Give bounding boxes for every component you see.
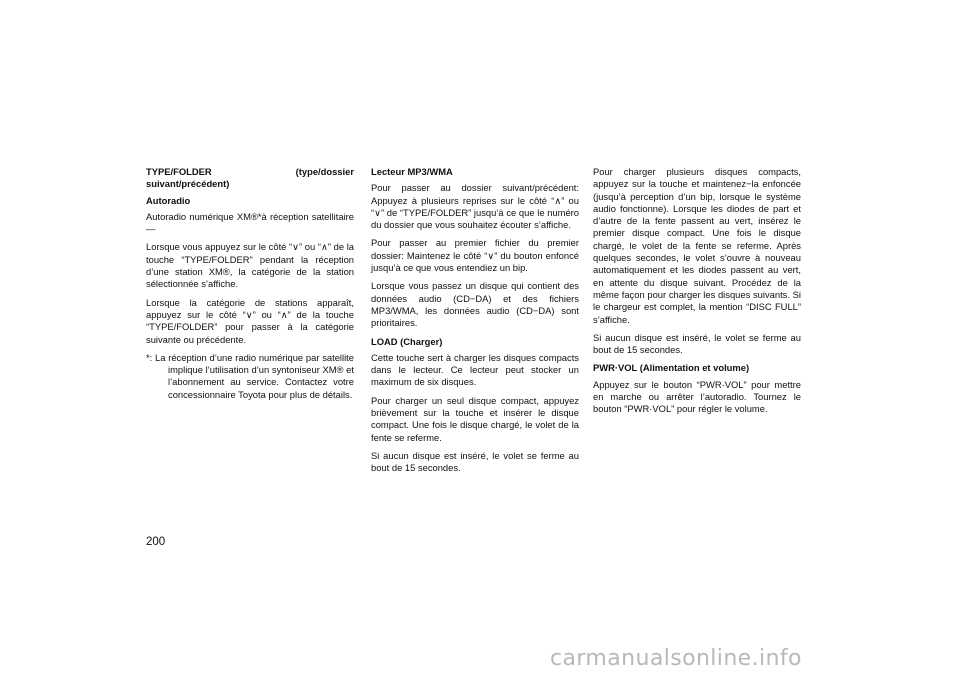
- heading-left: TYPE/FOLDER: [146, 166, 212, 177]
- page-number: 200: [146, 536, 166, 548]
- section-heading-pwr-vol: PWR·VOL (Alimentation et volume): [593, 362, 750, 374]
- paragraph: Cette touche sert à charger les disques compacts dans le lecteur. Ce lecteur peut stocker un maximum de six disques.: [371, 351, 579, 388]
- section-heading-type-folder: [146, 166, 354, 191]
- section-heading-load: LOAD (Charger): [371, 335, 443, 347]
- column-right: [593, 166, 801, 422]
- paragraph: Si aucun disque est inséré, le volet se ferme au bout de 15 secondes.: [593, 331, 801, 356]
- paragraph: Lorsque vous appuyez sur le côté “∨” ou “∧” de la touche “TYPE/FOLDER” pendant la réception d’une station XM®, la catégorie de la station sélectionnée s’affiche.: [146, 241, 354, 290]
- section-heading-mp3-wma: Lecteur MP3/WMA: [371, 166, 453, 177]
- column-middle: [371, 166, 579, 481]
- paragraph: Pour charger un seul disque compact, appuyez brièvement sur la touche et insérer le disque compact. Une fois le disque chargé, le volet de la fente se referme.: [371, 394, 579, 443]
- subheading-autoradio: Autoradio: [146, 194, 191, 206]
- paragraph: Si aucun disque est inséré, le volet se ferme au bout de 15 secondes.: [371, 449, 579, 474]
- watermark: carmanualsonline.info: [550, 646, 802, 671]
- paragraph: Appuyez sur le bouton “PWR·VOL” pour mettre en marche ou arrêter l’autoradio. Tournez le bouton “PWR·VOL” pour régler le volume.: [593, 378, 801, 415]
- heading-cont: suivant/précédent): [146, 178, 230, 190]
- paragraph: Lorsque la catégorie de stations apparaît, appuyez sur le côté “∨” ou “∧” de la touche “TYPE/FOLDER” pour passer à la catégorie suivante ou précédente.: [146, 296, 354, 345]
- footnote: *: La réception d’une radio numérique par satellite implique l’utilisation d’un syntoniseur XM® et l’abonnement au service. Contactez votre concessionnaire Toyota pour plus de détails.: [146, 351, 354, 400]
- paragraph: Pour charger plusieurs disques compacts, appuyez sur la touche et maintenez−la enfoncée (jusqu’à perception d’un bip, lorsque le système audio fonctionne). Lorsque les diodes de part et d’autre de la fente passent au vert, insérez le premier disque compact. Une fois le disque chargé, le volet de la fente se referme. Après quelques secondes, le volet s’ouvre à nouveau automatiquement et les diodes passent au vert, en attente du disque suivant. Procédez de la même façon pour charger les disques suivants. Si le chargeur est complet, la mention “DISC FULL” s’affiche.: [593, 166, 801, 325]
- paragraph: Pour passer au premier fichier du premier dossier: Maintenez le côté “∨” du bouton enfoncé jusqu’à ce que vous entendiez un bip.: [371, 237, 579, 274]
- paragraph: Lorsque vous passez un disque qui contient des données audio (CD−DA) et des fichiers MP3/WMA, les données audio (CD−DA) sont prioritaires.: [371, 280, 579, 329]
- paragraph: Pour passer au dossier suivant/précédent: Appuyez à plusieurs reprises sur le côté “∧” ou “∨” de “TYPE/FOLDER” jusqu’à ce que le numéro du dossier que vous souhaitez écouter s’affiche.: [371, 182, 579, 231]
- heading-right: (type/dossier: [295, 166, 354, 177]
- paragraph: Autoradio numérique XM®*à réception satellitaire—: [146, 210, 354, 235]
- column-left: [146, 166, 354, 407]
